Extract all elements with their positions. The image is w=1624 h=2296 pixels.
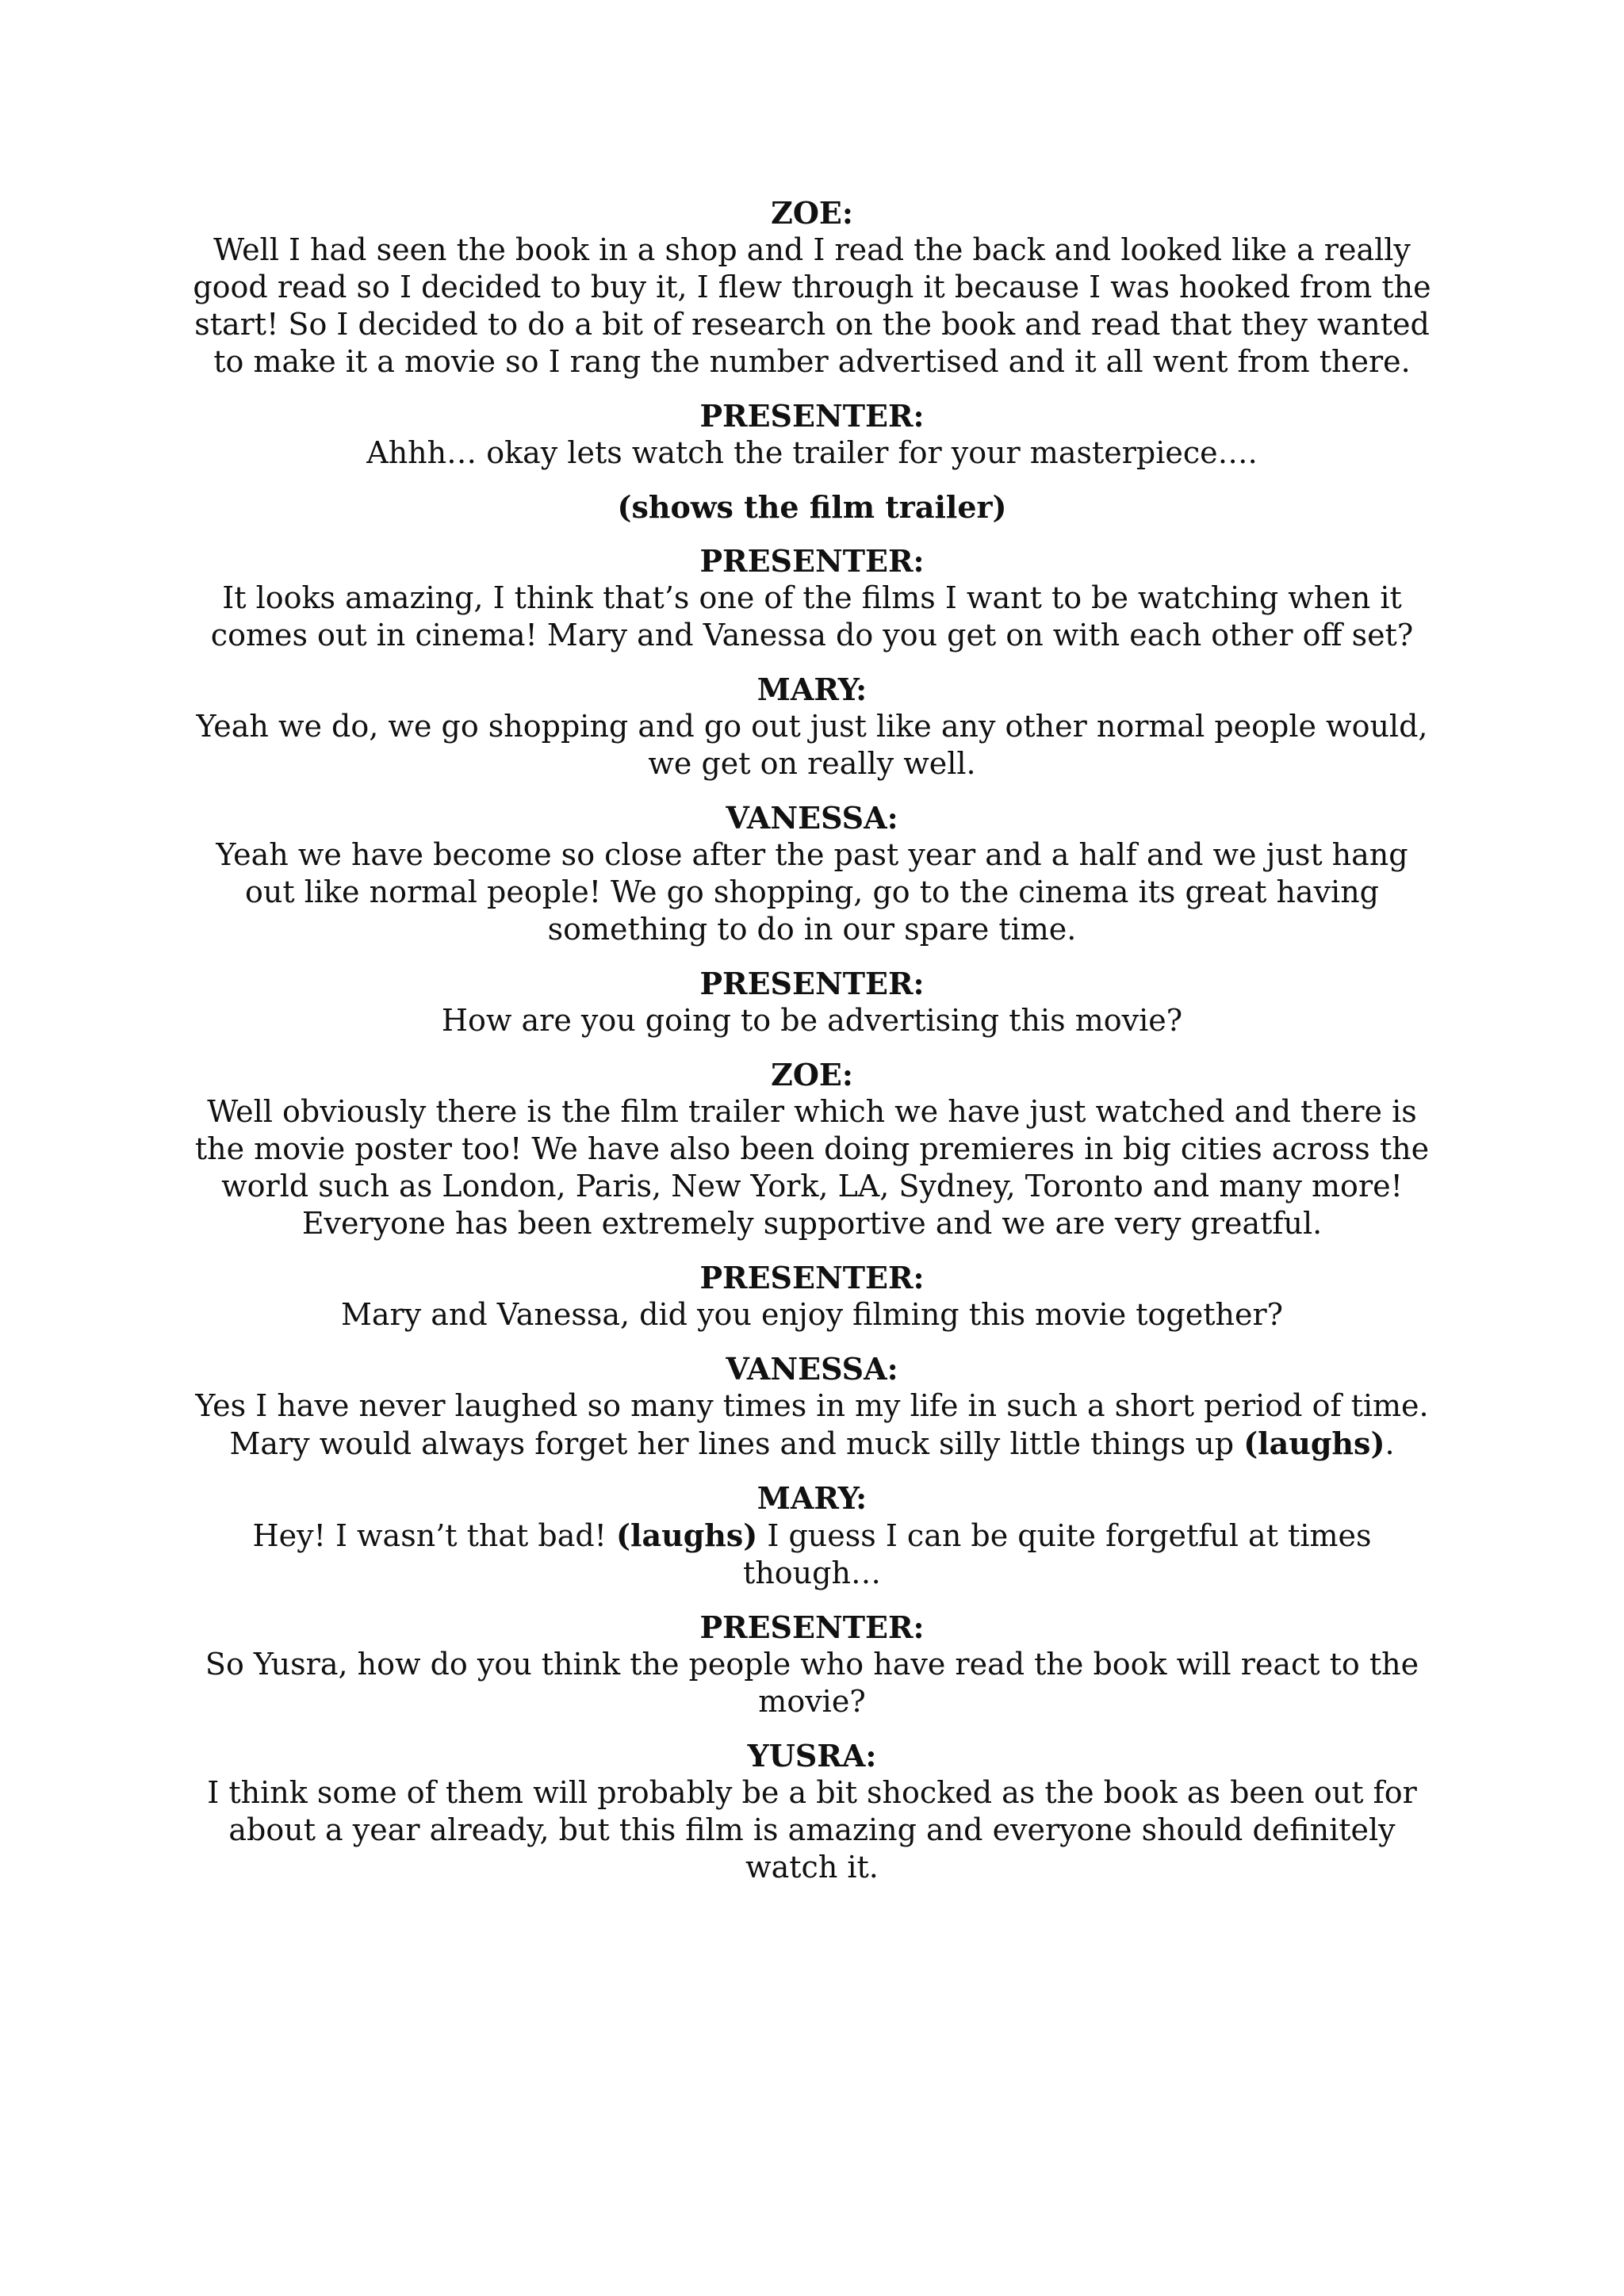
speaker-name: YUSRA: (747, 1738, 877, 1774)
dialogue-block (190, 1609, 1434, 1720)
inline-stage-direction: (laughs) (1243, 1425, 1385, 1461)
speaker-name: MARY: (756, 1480, 868, 1516)
dialogue-text: . (1385, 1426, 1395, 1461)
speaker-name: PRESENTER: (699, 1609, 925, 1645)
speaker-name: PRESENTER: (699, 543, 925, 579)
dialogue-block (190, 1056, 1434, 1242)
dialogue-line: Yeah we do, we go shopping and go out just like any other normal people would, we get on really well. (196, 709, 1428, 781)
dialogue-block (190, 1259, 1434, 1334)
speaker-name: PRESENTER: (699, 398, 925, 434)
dialogue-line (190, 1517, 1434, 1592)
dialogue-block (190, 1479, 1434, 1592)
dialogue-line: Well I had seen the book in a shop and I read the back and looked like a really good read so I decided to buy it, I flew through it because I was hooked from the start! So I decided to do a bit of research on the book and read that they wanted to make it a movie so I rang the number advertised and it all went from there. (193, 232, 1431, 379)
speaker-name: VANESSA: (726, 800, 898, 836)
speaker-name: MARY: (756, 672, 868, 707)
stage-direction-block (190, 488, 1434, 526)
dialogue-line: So Yusra, how do you think the people who have read the book will react to the movie? (205, 1647, 1419, 1719)
dialogue-block (190, 397, 1434, 472)
dialogue-block (190, 671, 1434, 783)
dialogue-line: It looks amazing, I think that’s one of the films I want to be watching when it comes out in cinema! Mary and Vanessa do you get on with each other off set? (210, 580, 1414, 652)
dialogue-line: Well obviously there is the film trailer which we have just watched and there is the movie poster too! We have also been doing premieres in big cities across the world such as London, Paris, New York, LA, Sydney, Toronto and many more! Everyone has been extremely supportive and we are very greatful. (194, 1094, 1430, 1241)
speaker-name: ZOE: (771, 1057, 853, 1093)
dialogue-text: Yes I have never laughed so many times in my life in such a short period of time. Mary would always forget her lines and muck silly little things up (195, 1388, 1429, 1461)
stage-direction: (shows the film trailer) (617, 489, 1007, 525)
speaker-name: VANESSA: (726, 1351, 898, 1387)
inline-stage-direction: (laughs) (616, 1517, 758, 1553)
dialogue-line: Ahhh… okay lets watch the trailer for your masterpiece…. (366, 435, 1258, 470)
dialogue-text: I guess I can be quite forgetful at times though… (743, 1518, 1372, 1590)
speaker-name: ZOE: (771, 195, 853, 231)
dialogue-line (190, 1387, 1434, 1463)
interview-script (190, 194, 1434, 1903)
dialogue-block (190, 1350, 1434, 1463)
dialogue-block (190, 965, 1434, 1039)
speaker-name: PRESENTER: (699, 1260, 925, 1295)
dialogue-line: Mary and Vanessa, did you enjoy filming this movie together? (340, 1297, 1284, 1332)
dialogue-line: How are you going to be advertising this movie? (441, 1003, 1183, 1038)
speaker-name: PRESENTER: (699, 966, 925, 1001)
dialogue-block (190, 1737, 1434, 1886)
dialogue-block (190, 194, 1434, 381)
dialogue-line: Yeah we have become so close after the past year and a half and we just hang out like normal people! We go shopping, go to the cinema its great having something to do in our spare time. (216, 837, 1408, 947)
dialogue-block (190, 542, 1434, 654)
dialogue-line: I think some of them will probably be a bit shocked as the book as been out for about a year already, but this film is amazing and everyone should definitely watch it. (207, 1775, 1417, 1885)
dialogue-block (190, 799, 1434, 948)
dialogue-text: Hey! I wasn’t that bad! (252, 1518, 617, 1553)
